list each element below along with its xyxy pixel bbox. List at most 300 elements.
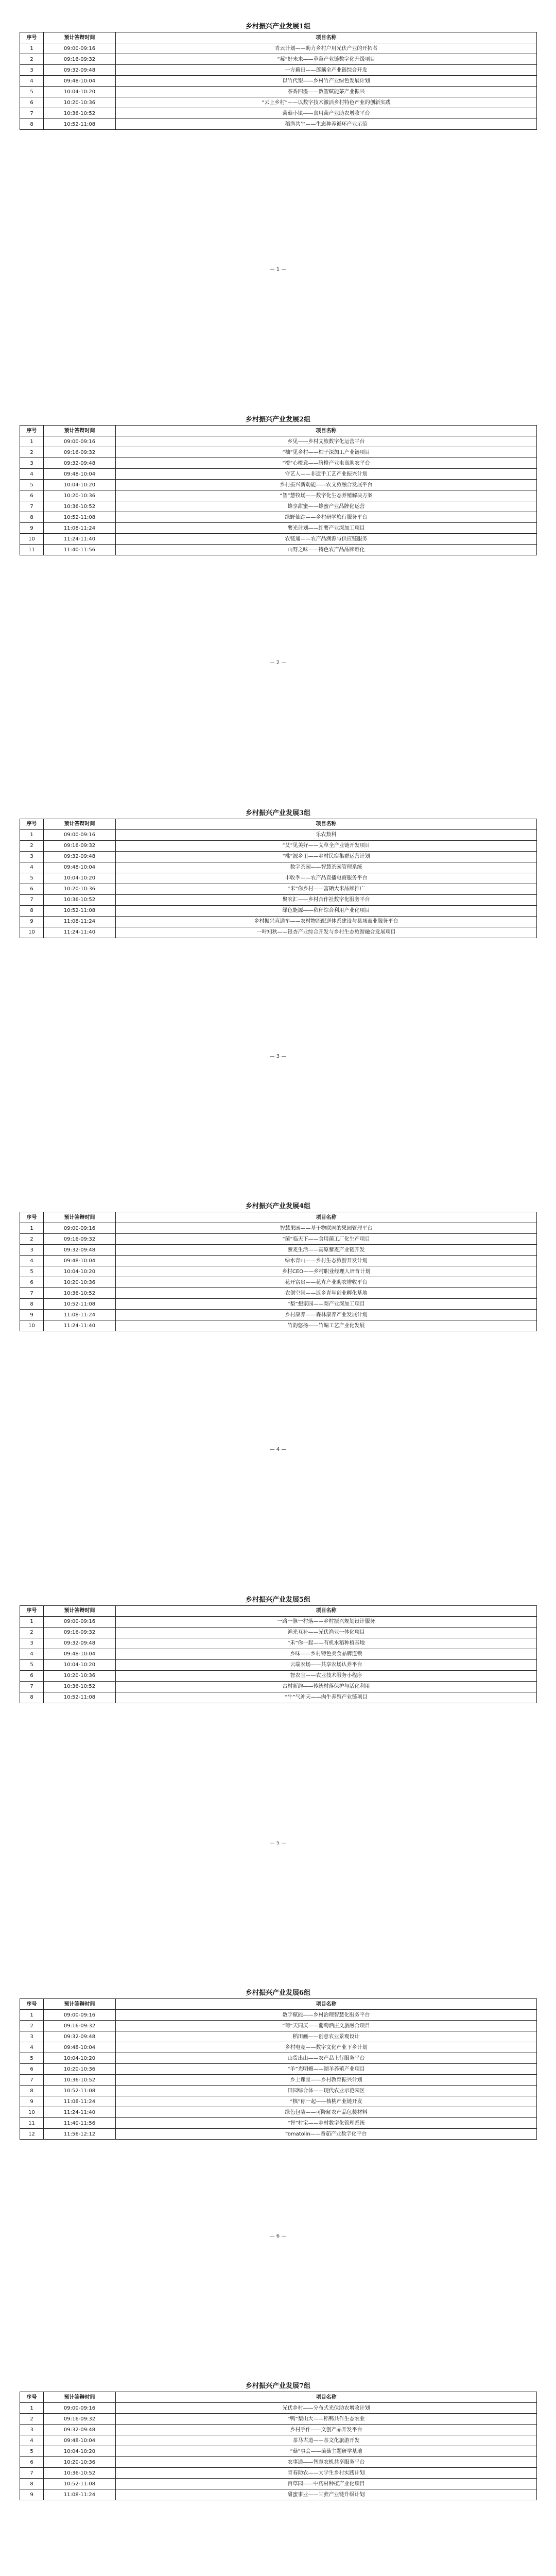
table-row — [20, 108, 537, 119]
defense-time: 09:48-10:04 — [44, 469, 116, 480]
project-name: “橙”心橙意——脐橙产业电商助农平台 — [116, 458, 537, 469]
page-number: — 3 — — [269, 1053, 287, 1059]
project-name: “智”村宝——乡村数字化管理系统 — [116, 2118, 537, 2129]
table-row — [20, 1256, 537, 1266]
row-number: 8 — [20, 512, 44, 523]
header-row — [20, 1605, 537, 1616]
project-name: 乡村CEO——乡村职业经理人培育计划 — [116, 1266, 537, 1277]
project-name: 田园综合体——现代农业示范园区 — [116, 2086, 537, 2096]
header-time: 预计答辩时间 — [44, 32, 116, 43]
table-row — [20, 480, 537, 490]
row-number: 1 — [20, 1223, 44, 1234]
project-name: 丰收季——农产品直播电商服务平台 — [116, 873, 537, 884]
group-title: 乡村振兴产业发展4组 — [245, 1202, 311, 1211]
row-number: 2 — [20, 1627, 44, 1638]
row-number: 4 — [20, 1256, 44, 1266]
table-row — [20, 1638, 537, 1649]
table-row — [20, 1299, 537, 1310]
project-name: 菌菇小镇——食用菌产业助农增收平台 — [116, 108, 537, 119]
row-number: 6 — [20, 884, 44, 894]
table-row — [20, 76, 537, 87]
schedule-table — [20, 425, 537, 555]
header-number: 序号 — [20, 819, 44, 829]
table-row — [20, 458, 537, 469]
row-number: 6 — [20, 1670, 44, 1681]
table-row — [20, 2107, 537, 2118]
defense-time: 10:36-10:52 — [44, 894, 116, 905]
project-name: 青春助农——大学生乡村实践计划 — [116, 2468, 537, 2479]
group-title: 乡村振兴产业发展7组 — [245, 2382, 311, 2391]
row-number: 1 — [20, 43, 44, 54]
defense-time: 09:32-09:48 — [44, 65, 116, 76]
row-number: 8 — [20, 119, 44, 130]
project-name: 一方藕田——莲藕全产业链综合开发 — [116, 65, 537, 76]
defense-time: 10:52-11:08 — [44, 1692, 116, 1703]
table-row — [20, 1234, 537, 1245]
row-number: 10 — [20, 534, 44, 545]
project-name: “牛”气冲天——肉牛养殖产业链项目 — [116, 1692, 537, 1703]
project-name: 百草园——中药材种植产业化项目 — [116, 2479, 537, 2489]
defense-time: 09:16-09:32 — [44, 447, 116, 458]
defense-time: 11:08-11:24 — [44, 2096, 116, 2107]
project-name: 智农宝——农业技术服务小程序 — [116, 1670, 537, 1681]
defense-time: 09:00-09:16 — [44, 2403, 116, 2414]
project-name: “米”你乡村——富硒大米品牌推广 — [116, 884, 537, 894]
project-name: 智慧果园——基于物联网的果园管理平台 — [116, 1223, 537, 1234]
table-row — [20, 97, 537, 108]
defense-time: 09:00-09:16 — [44, 2010, 116, 2021]
row-number: 5 — [20, 2053, 44, 2064]
defense-time: 10:36-10:52 — [44, 2075, 116, 2086]
row-number: 2 — [20, 2414, 44, 2425]
defense-time: 09:00-09:16 — [44, 43, 116, 54]
project-name: 一路一脉一村落——乡村振兴规划设计服务 — [116, 1616, 537, 1627]
table-row — [20, 862, 537, 873]
project-name: 竹韵悠扬——竹编工艺产业化发展 — [116, 1320, 537, 1331]
defense-time: 09:48-10:04 — [44, 76, 116, 87]
table-row — [20, 1670, 537, 1681]
row-number: 7 — [20, 894, 44, 905]
row-number: 5 — [20, 480, 44, 490]
table-row — [20, 2053, 537, 2064]
project-name: “核”你一起——核桃产业链开发 — [116, 2096, 537, 2107]
project-name: 渔光互补——光伏渔业一体化项目 — [116, 1627, 537, 1638]
table-row — [20, 2489, 537, 2500]
project-name: “艾”见美好——艾草全产业链开发项目 — [116, 840, 537, 851]
project-name: 稻渔共生——生态种养循环产业示范 — [116, 119, 537, 130]
row-number: 8 — [20, 905, 44, 916]
row-number: 10 — [20, 1320, 44, 1331]
row-number: 6 — [20, 490, 44, 501]
project-name: “葡”天同庆——葡萄酒庄文旅融合项目 — [116, 2021, 537, 2031]
header-row — [20, 1212, 537, 1223]
row-number: 8 — [20, 2086, 44, 2096]
defense-time: 11:40-11:56 — [44, 2118, 116, 2129]
defense-time: 09:32-09:48 — [44, 851, 116, 862]
row-number: 3 — [20, 65, 44, 76]
defense-time: 09:32-09:48 — [44, 1245, 116, 1256]
project-name: 稻田画——创意农业景观设计 — [116, 2031, 537, 2042]
defense-time: 11:56-12:12 — [44, 2129, 116, 2140]
table-row — [20, 469, 537, 480]
row-number: 2 — [20, 54, 44, 65]
page-number: — 5 — — [269, 1840, 287, 1846]
row-number: 2 — [20, 840, 44, 851]
schedule-table — [20, 1212, 537, 1331]
row-number: 9 — [20, 523, 44, 534]
defense-time: 11:08-11:24 — [44, 1310, 116, 1320]
project-name: “莓”好未来——草莓产业链数字化升级项目 — [116, 54, 537, 65]
row-number: 10 — [20, 2107, 44, 2118]
header-row — [20, 819, 537, 829]
table-row — [20, 2414, 537, 2425]
row-number: 3 — [20, 2425, 44, 2435]
defense-time: 11:08-11:24 — [44, 523, 116, 534]
project-name: “梨”想家园——梨产业深加工项目 — [116, 1299, 537, 1310]
page-number: — 4 — — [269, 1447, 287, 1453]
schedule-table — [20, 819, 537, 938]
header-row — [20, 2392, 537, 2403]
header-time: 预计答辩时间 — [44, 1605, 116, 1616]
row-number: 5 — [20, 87, 44, 97]
project-name: 乡土课堂——乡村教育振兴计划 — [116, 2075, 537, 2086]
defense-time: 09:48-10:04 — [44, 2435, 116, 2446]
defense-time: 10:04-10:20 — [44, 873, 116, 884]
project-name: 茶香四溢——数智赋能茶产业振兴 — [116, 87, 537, 97]
row-number: 1 — [20, 2403, 44, 2414]
row-number: 6 — [20, 2064, 44, 2075]
table-row — [20, 2096, 537, 2107]
project-name: 以竹代塑——乡村竹产业绿色发展计划 — [116, 76, 537, 87]
table-row — [20, 1277, 537, 1288]
project-name: Tomatolin——番茄产业数字化平台 — [116, 2129, 537, 2140]
header-project-name: 项目名称 — [116, 819, 537, 829]
table-row — [20, 2457, 537, 2468]
table-row — [20, 1681, 537, 1692]
project-name: 云端农场——共享农场认养平台 — [116, 1659, 537, 1670]
defense-time: 11:24-11:40 — [44, 927, 116, 938]
project-name: 一叶知秋——银杏产业综合开发与乡村生态旅游融合发展项目 — [116, 927, 537, 938]
defense-time: 09:48-10:04 — [44, 862, 116, 873]
defense-time: 10:20-10:36 — [44, 1670, 116, 1681]
row-number: 4 — [20, 76, 44, 87]
header-number: 序号 — [20, 2392, 44, 2403]
row-number: 7 — [20, 2075, 44, 2086]
table-row — [20, 1288, 537, 1299]
defense-time: 10:04-10:20 — [44, 2446, 116, 2457]
row-number: 4 — [20, 862, 44, 873]
row-number: 9 — [20, 916, 44, 927]
row-number: 3 — [20, 851, 44, 862]
row-number: 4 — [20, 469, 44, 480]
table-row — [20, 927, 537, 938]
header-number: 序号 — [20, 426, 44, 436]
page — [0, 1967, 556, 2360]
page — [0, 787, 556, 1180]
table-row — [20, 2479, 537, 2489]
table-row — [20, 2010, 537, 2021]
project-name: 聚农汇——乡村合作社数字化服务平台 — [116, 894, 537, 905]
group-title: 乡村振兴产业发展3组 — [245, 809, 311, 817]
project-name: 青云计划——助力乡村户用光伏产业的开拓者 — [116, 43, 537, 54]
defense-time: 10:52-11:08 — [44, 905, 116, 916]
group-title: 乡村振兴产业发展6组 — [245, 1989, 311, 1997]
project-name: 山野之味——特色农产品品牌孵化 — [116, 545, 537, 555]
table-row — [20, 1659, 537, 1670]
project-name: 薯光计划——红薯产业深加工项目 — [116, 523, 537, 534]
row-number: 1 — [20, 436, 44, 447]
defense-time: 10:20-10:36 — [44, 2457, 116, 2468]
table-row — [20, 1320, 537, 1331]
defense-time: 09:16-09:32 — [44, 840, 116, 851]
page — [0, 2360, 556, 2576]
defense-time: 10:52-11:08 — [44, 512, 116, 523]
project-name: 山货出山——农产品上行服务平台 — [116, 2053, 537, 2064]
table-row — [20, 501, 537, 512]
row-number: 8 — [20, 2479, 44, 2489]
group-title: 乡村振兴产业发展2组 — [245, 416, 311, 424]
row-number: 1 — [20, 1616, 44, 1627]
page — [0, 1180, 556, 1573]
schedule-table — [20, 32, 537, 130]
defense-time: 11:40-11:56 — [44, 545, 116, 555]
header-number: 序号 — [20, 1212, 44, 1223]
row-number: 6 — [20, 97, 44, 108]
defense-time: 09:00-09:16 — [44, 829, 116, 840]
header-row — [20, 32, 537, 43]
project-name: 蜂享甜蜜——蜂蜜产业品牌化运营 — [116, 501, 537, 512]
table-row — [20, 2021, 537, 2031]
defense-time: 10:36-10:52 — [44, 2468, 116, 2479]
defense-time: 11:24-11:40 — [44, 2107, 116, 2118]
defense-time: 09:16-09:32 — [44, 1234, 116, 1245]
header-project-name: 项目名称 — [116, 32, 537, 43]
table-row — [20, 851, 537, 862]
header-project-name: 项目名称 — [116, 1605, 537, 1616]
project-name: 光伏乡村——分布式光伏助农增收计划 — [116, 2403, 537, 2414]
row-number: 3 — [20, 2031, 44, 2042]
row-number: 2 — [20, 1234, 44, 1245]
defense-time: 09:00-09:16 — [44, 1616, 116, 1627]
row-number: 2 — [20, 447, 44, 458]
project-name: “智”慧牧场——数字化生态养殖解决方案 — [116, 490, 537, 501]
row-number: 11 — [20, 2118, 44, 2129]
row-number: 7 — [20, 501, 44, 512]
defense-time: 10:20-10:36 — [44, 2064, 116, 2075]
defense-time: 11:08-11:24 — [44, 2489, 116, 2500]
header-time: 预计答辩时间 — [44, 1999, 116, 2010]
defense-time: 09:16-09:32 — [44, 1627, 116, 1638]
row-number: 3 — [20, 1638, 44, 1649]
header-project-name: 项目名称 — [116, 426, 537, 436]
project-name: 守艺人——非遗手工艺产业振兴计划 — [116, 469, 537, 480]
row-number: 5 — [20, 1659, 44, 1670]
table-row — [20, 436, 537, 447]
row-number: 12 — [20, 2129, 44, 2140]
header-row — [20, 1999, 537, 2010]
defense-time: 09:32-09:48 — [44, 2031, 116, 2042]
defense-time: 09:00-09:16 — [44, 1223, 116, 1234]
project-name: “桃”源乡里——乡村民宿集群运营计划 — [116, 851, 537, 862]
project-name: 数字赋能——乡村治理智慧化服务平台 — [116, 2010, 537, 2021]
project-name: 乡村振兴新动能——农文旅融合发展平台 — [116, 480, 537, 490]
header-number: 序号 — [20, 32, 44, 43]
project-name: 乡见——乡村文旅数字化运营平台 — [116, 436, 537, 447]
table-row — [20, 2031, 537, 2042]
project-name: 乡味——乡村特色美食品牌连锁 — [116, 1649, 537, 1659]
row-number: 7 — [20, 108, 44, 119]
row-number: 3 — [20, 1245, 44, 1256]
row-number: 1 — [20, 2010, 44, 2021]
header-time: 预计答辩时间 — [44, 1212, 116, 1223]
table-row — [20, 894, 537, 905]
header-project-name: 项目名称 — [116, 1212, 537, 1223]
project-name: 茶马古道——茶文化旅游开发 — [116, 2435, 537, 2446]
table-row — [20, 873, 537, 884]
row-number: 5 — [20, 2446, 44, 2457]
project-name: 绿野仙踪——乡村研学旅行服务平台 — [116, 512, 537, 523]
table-row — [20, 87, 537, 97]
table-row — [20, 1245, 537, 1256]
project-name: 乡村电竞——数字文化产业下乡计划 — [116, 2042, 537, 2053]
defense-time: 11:24-11:40 — [44, 534, 116, 545]
table-row — [20, 2403, 537, 2414]
header-time: 预计答辩时间 — [44, 2392, 116, 2403]
defense-time: 10:04-10:20 — [44, 87, 116, 97]
header-row — [20, 426, 537, 436]
header-number: 序号 — [20, 1605, 44, 1616]
defense-time: 09:48-10:04 — [44, 1649, 116, 1659]
defense-time: 09:16-09:32 — [44, 2021, 116, 2031]
row-number: 4 — [20, 2042, 44, 2053]
project-name: 乡村振兴直通车——农村物流配送体系建设与县域商业服务平台 — [116, 916, 537, 927]
table-row — [20, 2086, 537, 2096]
table-row — [20, 905, 537, 916]
project-name: 数字茶园——智慧茶园管理系统 — [116, 862, 537, 873]
project-name: “禾”你一起——有机水稻种植基地 — [116, 1638, 537, 1649]
defense-time: 10:04-10:20 — [44, 2053, 116, 2064]
table-row — [20, 2425, 537, 2435]
row-number: 2 — [20, 2021, 44, 2031]
defense-time: 10:20-10:36 — [44, 1277, 116, 1288]
project-name: 农链通——农产品溯源与供应链服务 — [116, 534, 537, 545]
row-number: 9 — [20, 2096, 44, 2107]
row-number: 10 — [20, 927, 44, 938]
page — [0, 393, 556, 786]
table-row — [20, 2042, 537, 2053]
defense-time: 10:52-11:08 — [44, 2086, 116, 2096]
row-number: 7 — [20, 1288, 44, 1299]
table-row — [20, 840, 537, 851]
header-time: 预计答辩时间 — [44, 819, 116, 829]
table-row — [20, 2075, 537, 2086]
table-row — [20, 2468, 537, 2479]
table-row — [20, 54, 537, 65]
table-row — [20, 65, 537, 76]
project-name: “云上乡村”——以数字技术激活乡村特色产业的创新实践 — [116, 97, 537, 108]
defense-time: 10:36-10:52 — [44, 501, 116, 512]
table-row — [20, 884, 537, 894]
defense-time: 10:36-10:52 — [44, 1681, 116, 1692]
defense-time: 10:20-10:36 — [44, 490, 116, 501]
project-name: “羊”光明媚——湖羊养殖产业项目 — [116, 2064, 537, 2075]
defense-time: 09:32-09:48 — [44, 2425, 116, 2435]
table-row — [20, 916, 537, 927]
table-row — [20, 1223, 537, 1234]
schedule-table — [20, 1998, 537, 2140]
table-row — [20, 829, 537, 840]
table-row — [20, 43, 537, 54]
table-row — [20, 1692, 537, 1703]
defense-time: 10:52-11:08 — [44, 119, 116, 130]
defense-time: 10:04-10:20 — [44, 1266, 116, 1277]
project-name: “菇”事会——菌菇主题研学基地 — [116, 2446, 537, 2457]
row-number: 8 — [20, 1299, 44, 1310]
table-row — [20, 1627, 537, 1638]
table-row — [20, 1266, 537, 1277]
project-name: 藜麦生活——高原藜麦产业链开发 — [116, 1245, 537, 1256]
project-name: 农事通——智慧农机共享服务平台 — [116, 2457, 537, 2468]
defense-time: 10:36-10:52 — [44, 108, 116, 119]
table-row — [20, 2446, 537, 2457]
project-name: “菌”临天下——食用菌工厂化生产项目 — [116, 1234, 537, 1245]
table-row — [20, 545, 537, 555]
project-name: “柚”见乡村——柚子深加工产业链项目 — [116, 447, 537, 458]
page-number: — 1 — — [269, 267, 287, 273]
defense-time: 11:08-11:24 — [44, 916, 116, 927]
header-time: 预计答辩时间 — [44, 426, 116, 436]
row-number: 4 — [20, 2435, 44, 2446]
defense-time: 10:04-10:20 — [44, 480, 116, 490]
row-number: 6 — [20, 2457, 44, 2468]
header-project-name: 项目名称 — [116, 2392, 537, 2403]
row-number: 8 — [20, 1692, 44, 1703]
schedule-table — [20, 2392, 537, 2500]
defense-time: 09:32-09:48 — [44, 1638, 116, 1649]
table-row — [20, 1649, 537, 1659]
table-row — [20, 119, 537, 130]
project-name: 古村新韵——传统村落保护与活化利用 — [116, 1681, 537, 1692]
project-name: 乡村手作——文创产品开发平台 — [116, 2425, 537, 2435]
table-row — [20, 512, 537, 523]
row-number: 5 — [20, 1266, 44, 1277]
defense-time: 10:20-10:36 — [44, 97, 116, 108]
project-name: “鸭”梨山大——稻鸭共作生态农业 — [116, 2414, 537, 2425]
table-row — [20, 447, 537, 458]
table-row — [20, 523, 537, 534]
project-name: 绿色包装——可降解农产品包装材料 — [116, 2107, 537, 2118]
group-title: 乡村振兴产业发展5组 — [245, 1596, 311, 1604]
project-name: 甜蜜事业——甘蔗产业链升级计划 — [116, 2489, 537, 2500]
project-name: 乡村康养——森林康养产业发展计划 — [116, 1310, 537, 1320]
row-number: 7 — [20, 1681, 44, 1692]
table-row — [20, 2129, 537, 2140]
table-row — [20, 2435, 537, 2446]
row-number: 6 — [20, 1277, 44, 1288]
table-row — [20, 534, 537, 545]
table-row — [20, 1616, 537, 1627]
page-number: — 6 — — [269, 2233, 287, 2239]
schedule-table — [20, 1605, 537, 1703]
project-name: 乐农数科 — [116, 829, 537, 840]
defense-time: 10:20-10:36 — [44, 884, 116, 894]
page — [0, 1573, 556, 1967]
defense-time: 09:16-09:32 — [44, 54, 116, 65]
table-row — [20, 2118, 537, 2129]
project-name: 农创空间——返乡青年创业孵化基地 — [116, 1288, 537, 1299]
project-name: 绿水青山——乡村生态旅游开发计划 — [116, 1256, 537, 1266]
row-number: 3 — [20, 458, 44, 469]
